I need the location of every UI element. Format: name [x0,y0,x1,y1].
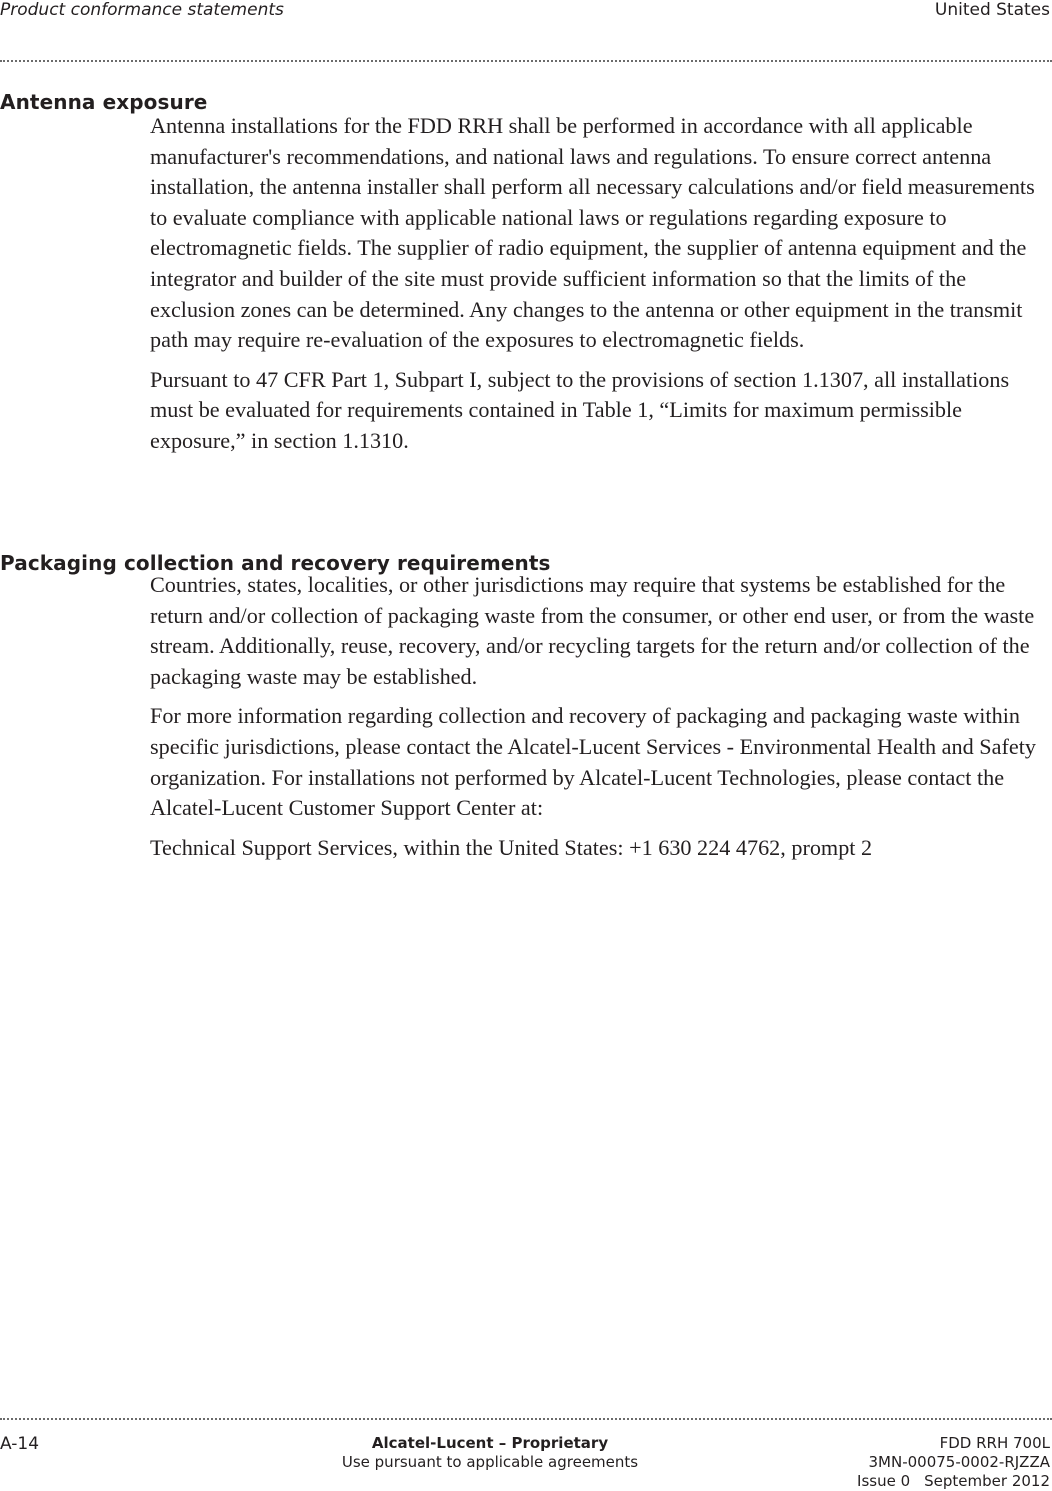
running-header [0,0,1052,24]
footer-proprietary-notice [340,1434,640,1472]
issue-line [857,1472,1050,1491]
footer-divider [0,1418,1052,1420]
issue-label: Issue 0 [857,1472,911,1490]
paragraph: Pursuant to 47 CFR Part 1, Subpart I, subject to the provisions of section 1.1307, all installations must be evaluated for requirements contained in Table 1, “Limits for maximum permissible exposure,” in section 1.1310. [150,366,1010,453]
page-number: A-14 [0,1434,40,1454]
section-body-antenna-exposure [150,111,1050,466]
paragraph: For more information regarding collection and recovery of packaging and packaging waste within specific jurisdictions, please contact the Alcatel-Lucent Services - Environmental Health and Safety organization. For installations not performed by Alcatel-Lucent Technologies, please contact the Alcatel-Lucent Customer Support Center at: [150,703,1036,821]
section-heading-packaging-collection: Packaging collection and recovery requirements [0,550,551,575]
classification-label: Alcatel-Lucent – Proprietary [371,1434,609,1452]
document-number: 3MN-00075-0002-RJZZA [868,1453,1050,1471]
paragraph: Countries, states, localities, or other jurisdictions may require that systems be established for the return and/or collection of packaging waste from the consumer, or other end user, or from the waste stream. Additionally, reuse, recovery, and/or recycling targets for the return and/or collection of the packaging waste may be established. [150,572,1035,689]
paragraph: Technical Support Services, within the United States: +1 630 224 4762, prompt 2 [150,834,873,860]
header-divider [0,60,1052,62]
section-heading-antenna-exposure: Antenna exposure [0,89,208,114]
section-body-packaging-collection [150,570,1050,872]
footer-document-info [857,1434,1050,1491]
product-name: FDD RRH 700L [939,1434,1050,1452]
region-label: United States [934,0,1050,20]
usage-note: Use pursuant to applicable agreements [341,1453,639,1471]
paragraph: Antenna installations for the FDD RRH shall be performed in accordance with all applicable manufacturer's recommendations, and national laws and regulations. To ensure correct antenna installation, the antenna installer shall perform all necessary calculations and/or field measurements to evaluate compliance with applicable national laws or regulations regarding exposure to electromagnetic fields. The supplier of radio equipment, the supplier of antenna equipment and the integrator and builder of the site must provide sufficient information so that the limits of the exclusion zones can be determined. Any changes to the antenna or other equipment in the transmit path may require re-evaluation of the exposures to electromagnetic fields. [150,113,1035,353]
issue-date: September 2012 [924,1472,1050,1490]
chapter-title: Product conformance statements [0,0,284,20]
